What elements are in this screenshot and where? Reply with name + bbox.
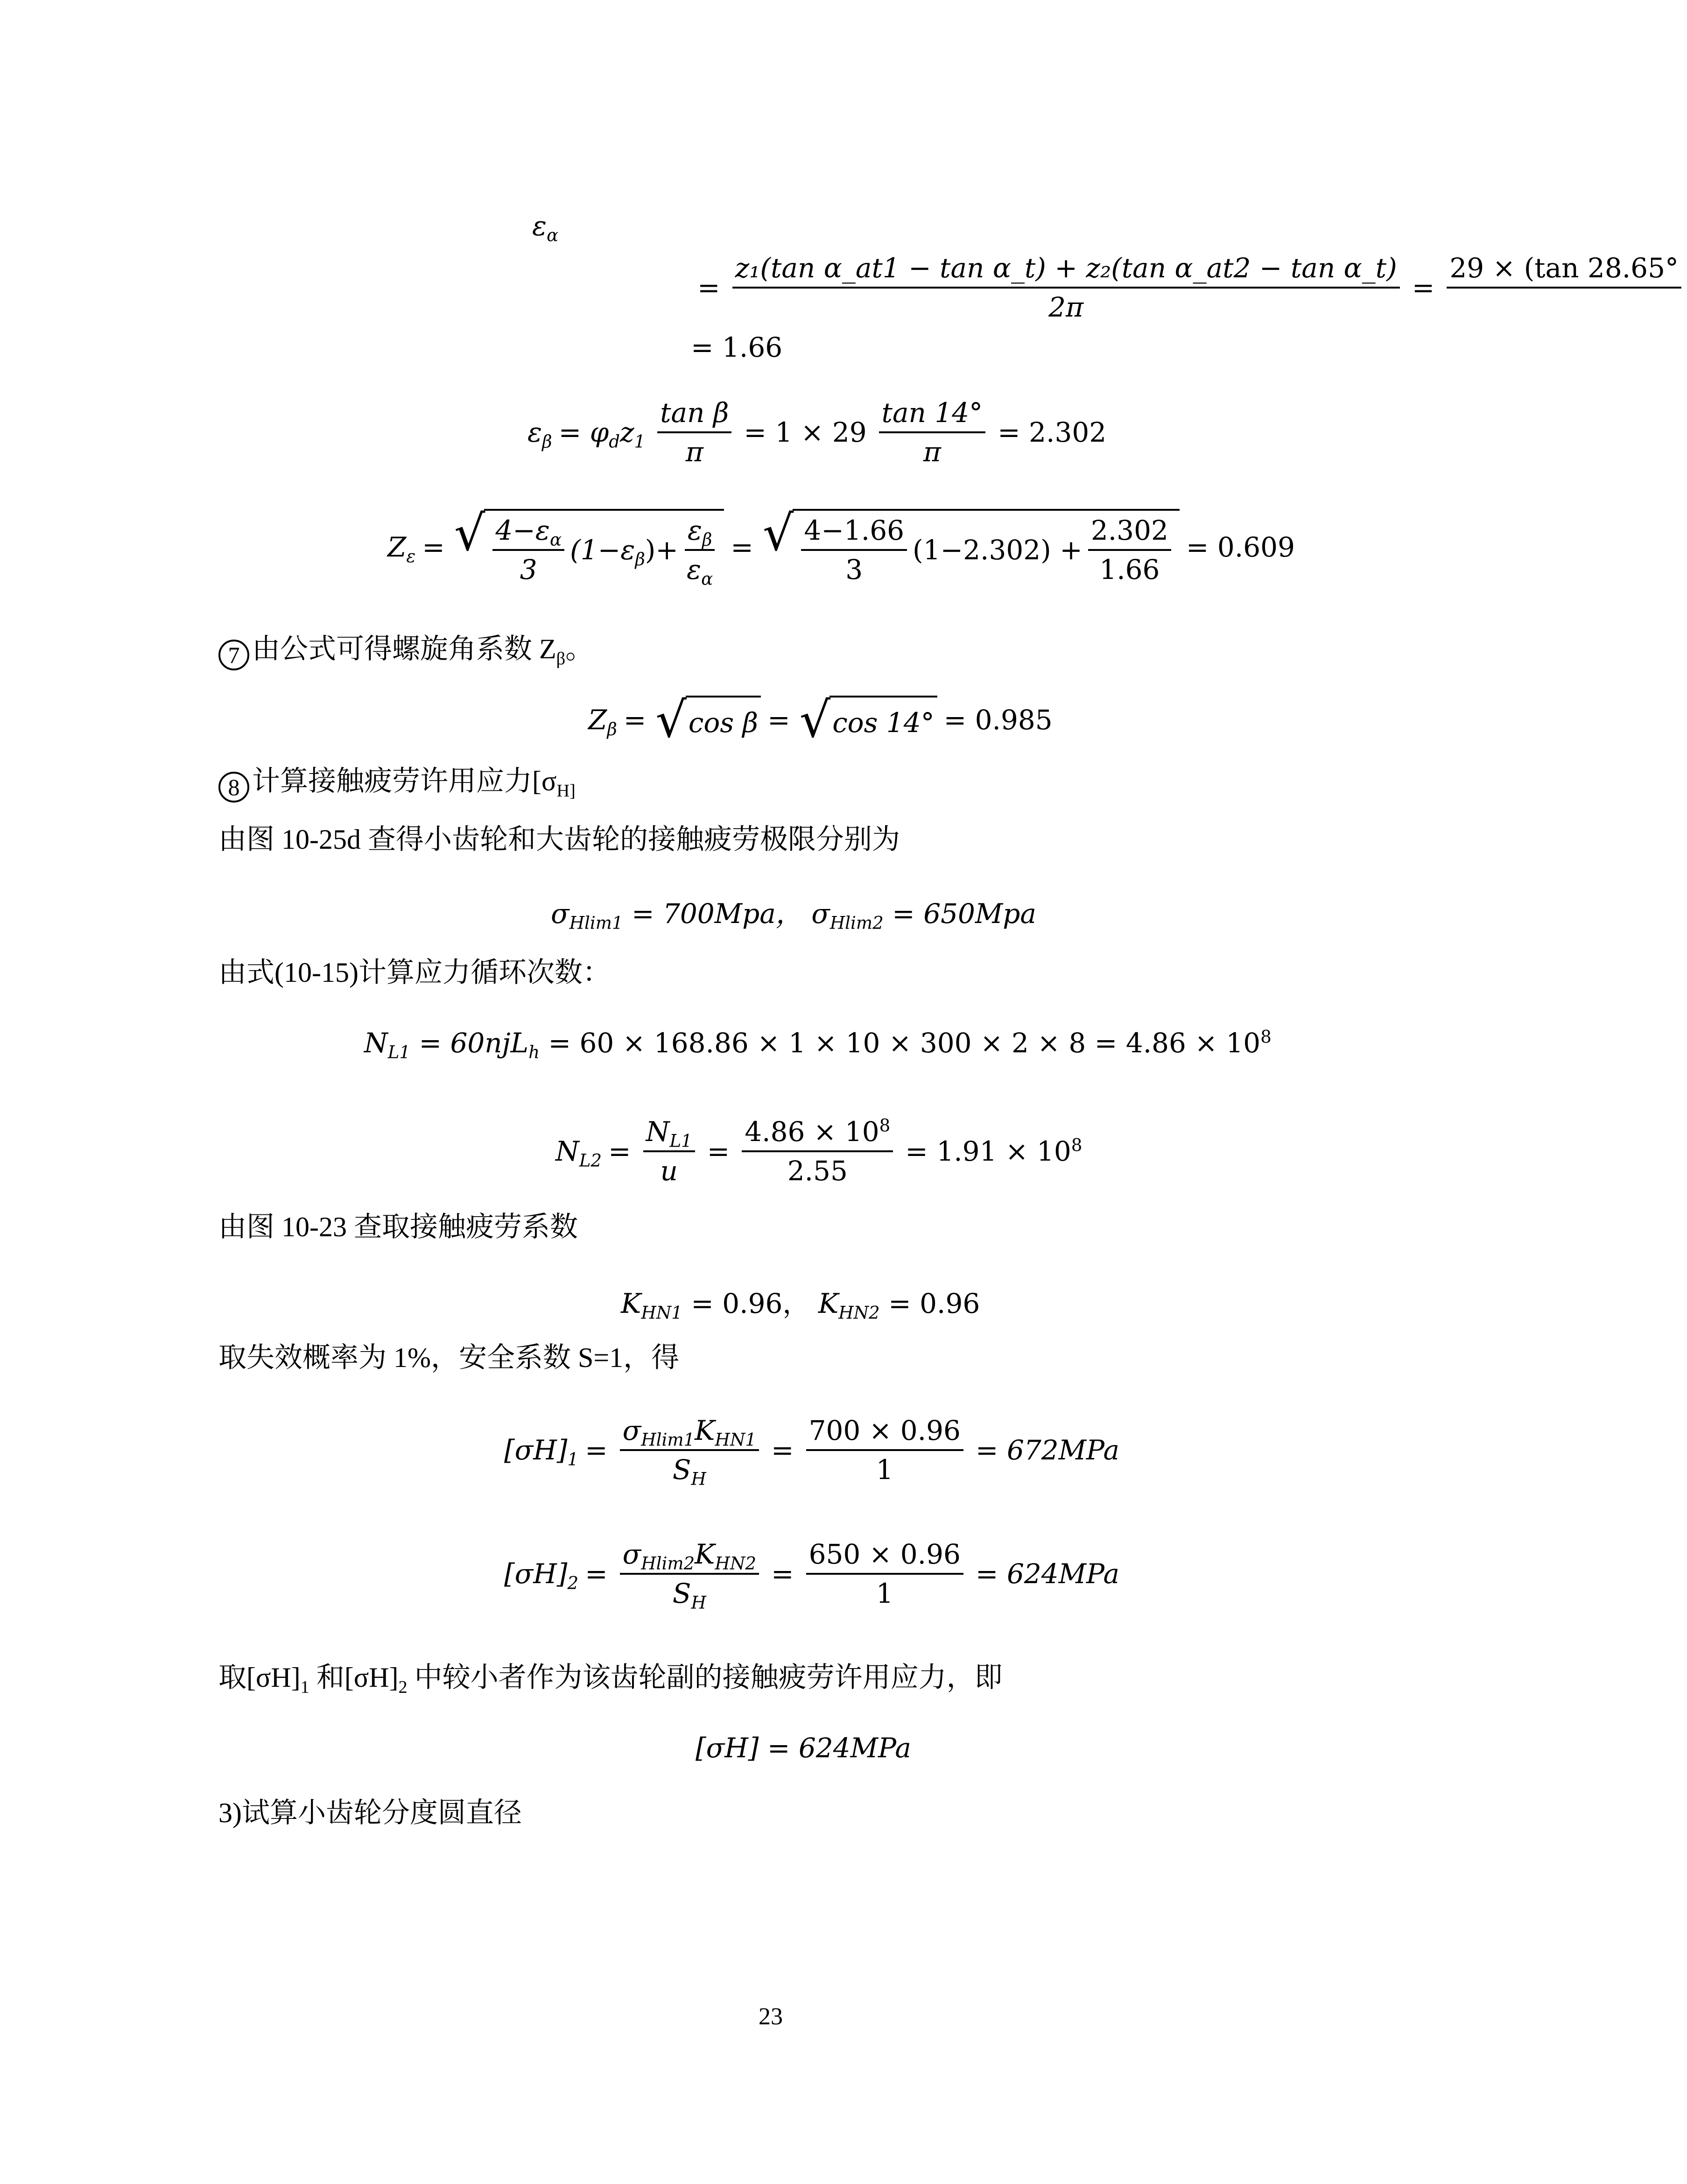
paragraph-eq-10-15: 由式(10-15)计算应力循环次数： bbox=[218, 957, 611, 988]
sigma-h1-equation: $[\sigma H]_1$ = $\frac{\sigma_{Hlim1}K_{HN1}}{S_H}$ = $\frac{700 \times 0.96}{1}$ = 672MPa bbox=[504, 1415, 1120, 1489]
paragraph-safety-factor: 取失效概率为 1%，安全系数 S=1，得 bbox=[218, 1342, 680, 1373]
eps-alpha-formula: = $\frac{\text{z₁(tan α\_at1 − tan α\_t) + z₂(tan α\_at2 − tan α\_t)}}{2\pi}$ = 29 × (tan 28.65° bbox=[691, 252, 1687, 323]
sqrt-numeric: √ $\frac{4-1.66}{3}$ (1−2.302) + $\frac{2.302}{1.66}$ bbox=[763, 509, 1180, 585]
nl2-equation: $N_{L2}$ = $\frac{N_{L1}}{u}$ = $\frac{4.86 \times 10^8}{2.55}$ = $1.91 \times 10^8$ bbox=[555, 1115, 1082, 1187]
page-number: 23 bbox=[759, 2003, 783, 2030]
step8-heading: 8 计算接触疲劳许用应力[$\sigma_{H]}$ bbox=[218, 763, 576, 803]
eps-alpha-lhs: $\varepsilon_\alpha$ bbox=[532, 210, 559, 246]
eps-alpha-fraction-numeric: 29 × (tan 28.65° bbox=[1447, 252, 1681, 323]
paragraph-smaller-value: 取$[\sigma H]_1$ 和$[\sigma H]_2$ 中较小者作为该齿轮副的接触疲劳许用应力，即 bbox=[218, 1662, 1003, 1697]
nl1-equation: $N_{L1} = 60njL_h = 60 \times 168.86 \times 1 \times 10 \times 300 \times 2 \times 8 = 4.86 \times 10^8$ bbox=[364, 1027, 1272, 1063]
paragraph-fig-10-23: 由图 10-23 查取接触疲劳系数 bbox=[218, 1212, 578, 1242]
sigma-h-final: [σH] = 624MPa bbox=[696, 1732, 911, 1764]
eps-alpha-result: = 1.66 bbox=[691, 331, 783, 363]
sigma-h2-equation: $[\sigma H]_2$ = $\frac{\sigma_{Hlim2}K_{HN2}}{S_H}$ = $\frac{650 \times 0.96}{1}$ = 624MPa bbox=[504, 1538, 1120, 1613]
z-beta-equation: $Z_\beta$ = √ cos β = √ cos 14° = 0.985 bbox=[588, 691, 1053, 748]
step7-heading: 7 由公式可得螺旋角系数 $Z_\beta$。 bbox=[218, 631, 593, 670]
khn-equation: $K_{HN1} = 0.96$， $K_{HN2} = 0.96$ bbox=[621, 1288, 980, 1323]
step3-heading: 3)试算小齿轮分度圆直径 bbox=[218, 1797, 522, 1828]
z-eps-equation: $Z_\varepsilon$ = √ $\frac{4-\varepsilon_\alpha}{3}$ ($1-\varepsilon_\beta$ )+ $\frac{\varepsilon_\beta}{\varepsilon_\alpha}$ = √ $\frac{4-1.66}{3}$ (1−2.302) + $\frac{2.302}{1.66}$ = 0.609 bbox=[387, 505, 1295, 589]
eps-beta-equation: $\varepsilon_\beta$ = $\varphi_dz_1$ $\frac{\text{tan β}}{\pi}$ = 1 × 29 $\frac{\tan 14^\circ}{\pi}$ = 2.302 bbox=[527, 397, 1107, 468]
circled-number-7: 7 bbox=[218, 640, 249, 670]
sigma-hlim-equation: $\sigma_{Hlim1} = 700Mpa$， $\sigma_{Hlim2} = 650Mpa$ bbox=[551, 898, 1036, 933]
paragraph-fig-10-25d: 由图 10-25d 查得小齿轮和大齿轮的接触疲劳极限分别为 bbox=[218, 824, 900, 855]
circled-number-8: 8 bbox=[218, 772, 249, 803]
sqrt-symbolic: √ $\frac{4-\varepsilon_\alpha}{3}$ ($1-\varepsilon_\beta$ )+ $\frac{\varepsilon_\beta}{\varepsilon_\alpha}$ bbox=[454, 509, 724, 585]
eps-alpha-fraction: $\frac{\text{z₁(tan α\_at1 − tan α\_t) + z₂(tan α\_at2 − tan α\_t)}}{2\pi}$ bbox=[732, 252, 1400, 323]
